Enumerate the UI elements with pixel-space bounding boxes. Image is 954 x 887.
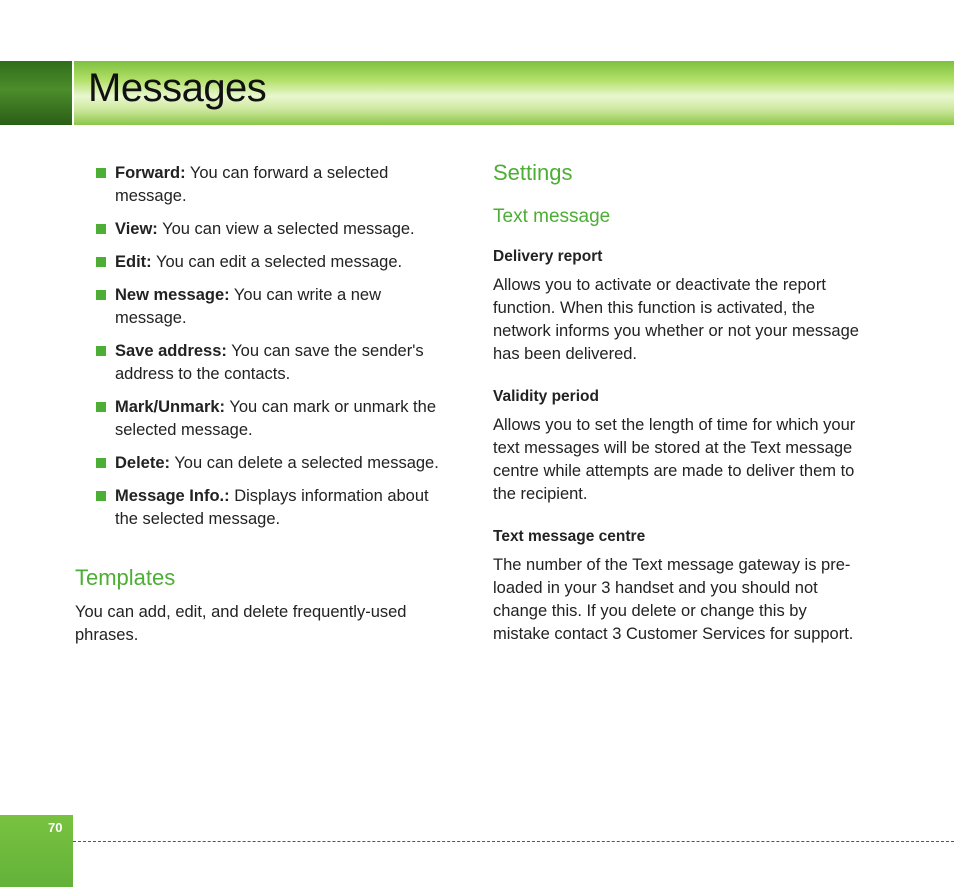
text-message-centre-section	[493, 528, 865, 646]
bullet-square-icon	[96, 346, 106, 356]
list-item-forward	[75, 162, 450, 208]
option-term: Forward:	[115, 164, 186, 182]
list-item-new-message	[75, 284, 450, 330]
option-term: Edit:	[115, 253, 152, 271]
delivery-report-section	[493, 248, 865, 366]
validity-period-description: Allows you to set the length of time for which your text messages will be stored at the Text message centre while attempts are made to deliver them to the recipient.	[493, 416, 856, 503]
list-item-view	[75, 218, 450, 241]
validity-period-title: Validity period	[493, 388, 599, 405]
text-message-centre-description: The number of the Text message gateway is pre-loaded in your 3 handset and you should not change this. If you delete or change this by mistake contact 3 Customer Services for support.	[493, 556, 854, 643]
delivery-report-description: Allows you to activate or deactivate the report function. When this function is activated, the network informs you whether or not your message has been delivered.	[493, 276, 859, 363]
option-term: Mark/Unmark:	[115, 398, 226, 416]
option-list	[75, 162, 450, 531]
bullet-square-icon	[96, 290, 106, 300]
option-description: You can view a selected message.	[157, 220, 415, 238]
left-column	[75, 162, 450, 647]
list-item-message-info	[75, 485, 450, 531]
bullet-square-icon	[96, 257, 106, 267]
bullet-square-icon	[96, 224, 106, 234]
option-description: You can write a new message.	[115, 286, 381, 327]
list-item-edit	[75, 251, 450, 274]
bullet-square-icon	[96, 168, 106, 178]
option-description: You can delete a selected message.	[170, 454, 439, 472]
bullet-square-icon	[96, 402, 106, 412]
bullet-square-icon	[96, 458, 106, 468]
footer-divider	[73, 841, 954, 842]
text-message-subheading: Text message	[493, 206, 611, 227]
option-description: You can edit a selected message.	[151, 253, 403, 271]
option-description: You can save the sender's address to the contacts.	[115, 342, 424, 383]
list-item-mark-unmark	[75, 396, 450, 442]
option-term: Delete:	[115, 454, 171, 472]
option-term: Message Info.:	[115, 487, 230, 505]
option-description: You can forward a selected message.	[115, 164, 389, 205]
settings-heading: Settings	[493, 160, 573, 185]
option-term: New message:	[115, 286, 230, 304]
option-description: You can mark or unmark the selected message.	[115, 398, 436, 439]
option-description: Displays information about the selected message.	[115, 487, 429, 528]
delivery-report-title: Delivery report	[493, 248, 603, 265]
templates-description: You can add, edit, and delete frequently-used phrases.	[75, 603, 407, 644]
option-term: View:	[115, 220, 158, 238]
right-column	[493, 160, 865, 646]
validity-period-section	[493, 388, 865, 506]
list-item-save-address	[75, 340, 450, 386]
header-tab-block	[0, 61, 73, 125]
templates-heading: Templates	[75, 565, 176, 590]
bullet-square-icon	[96, 491, 106, 501]
list-item-delete	[75, 452, 450, 475]
page-number: 70	[48, 820, 63, 835]
text-message-centre-title: Text message centre	[493, 528, 646, 545]
option-term: Save address:	[115, 342, 227, 360]
page-title: Messages	[88, 66, 267, 110]
